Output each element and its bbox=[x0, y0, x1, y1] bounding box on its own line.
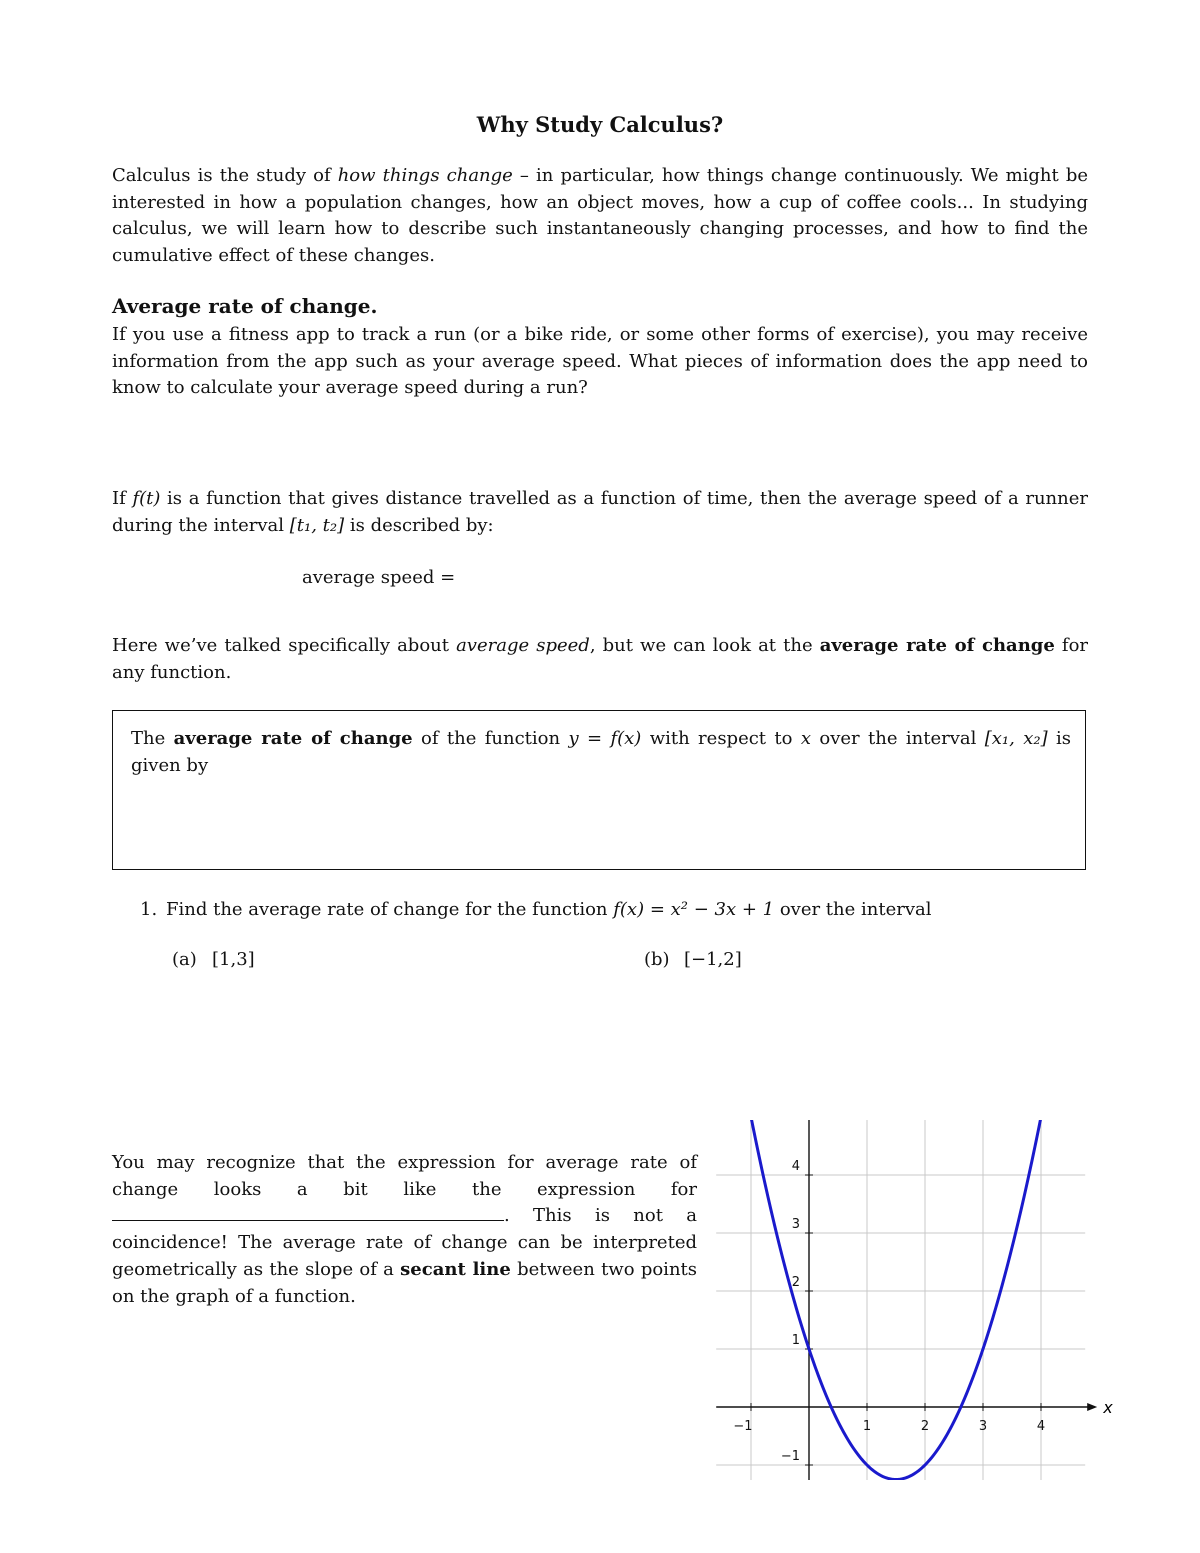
y-tick-label: 2 bbox=[791, 1275, 800, 1290]
secant-paragraph: You may recognize that the expression for average rate of change looks a bit like the expression for . This is not a coincidence! The average rate of change can be interpreted geometrically as the slope of a secant line between two points on the graph of a function. bbox=[112, 1152, 698, 1307]
x-tick-label: 1 bbox=[862, 1419, 872, 1434]
part-a-label: (a) bbox=[172, 949, 197, 970]
section-heading: Average rate of change. bbox=[112, 294, 378, 318]
x-tick-label: 2 bbox=[920, 1419, 930, 1434]
fill-in-blank bbox=[112, 1204, 504, 1221]
graph-ticks bbox=[733, 1120, 1045, 1465]
x-axis-label: x bbox=[1103, 1398, 1113, 1417]
parabola-curve bbox=[740, 1120, 1053, 1479]
x-tick-label: 4 bbox=[1036, 1419, 1046, 1434]
y-tick-label: −1 bbox=[780, 1449, 800, 1464]
distance-paragraph: If f(t) is a function that gives distance travelled as a function of time, then the average speed of a runner during the interval [t₁, t₂] is described by: bbox=[112, 488, 1088, 536]
x-tick-label: 3 bbox=[978, 1419, 988, 1434]
part-b-interval: [−1,2] bbox=[684, 949, 742, 970]
x-tick-label: −1 bbox=[733, 1419, 753, 1434]
average-rate-paragraph: Here we’ve talked specifically about average speed, but we can look at the average rate of change for any function. bbox=[112, 635, 1089, 683]
part-a-interval: [1,3] bbox=[212, 949, 255, 970]
intro-paragraph: Calculus is the study of how things change – in particular, how things change continuously. We might be interested in how a population changes, how an object moves, how a cup of coffee cools... In studying calculus, we will learn how to describe such instantaneously changing processes, and how to find the cumulative effect of these changes. bbox=[112, 165, 1089, 267]
y-tick-label: 1 bbox=[791, 1333, 800, 1348]
problem-number: 1. bbox=[140, 899, 158, 920]
definition-text: The average rate of change of the function y = f(x) with respect to x over the interval [x₁, x₂] is given by bbox=[131, 728, 1071, 776]
average-speed-label: average speed = bbox=[302, 567, 456, 588]
fitness-paragraph: If you use a fitness app to track a run (or a bike ride, or some other forms of exercise), you may receive information from the app such as your average speed. What pieces of information does the app need to know to calculate your average speed during a run? bbox=[112, 324, 1088, 399]
function-graph bbox=[712, 1120, 1122, 1480]
problem-statement: Find the average rate of change for the function f(x) = x² − 3x + 1 over the interval bbox=[166, 899, 932, 920]
definition-box bbox=[112, 710, 1086, 870]
y-tick-label: 3 bbox=[791, 1217, 800, 1232]
y-tick-label: 4 bbox=[791, 1159, 800, 1174]
page-title: Why Study Calculus? bbox=[476, 112, 724, 137]
x-axis-arrow bbox=[1087, 1403, 1097, 1411]
part-b-label: (b) bbox=[644, 949, 670, 970]
